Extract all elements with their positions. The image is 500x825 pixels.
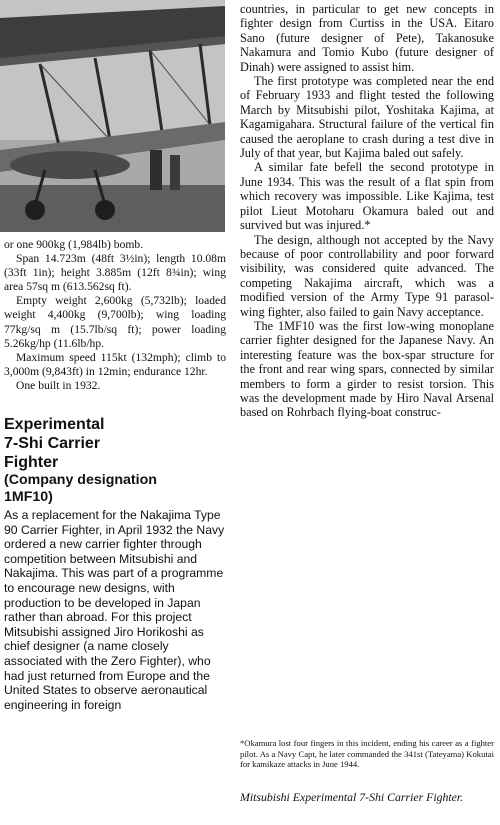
aircraft-photo-icon	[0, 0, 225, 232]
body-paragraph: The design, although not accepted by the Navy because of poor controllability and poor forward visibility, was considered quite advanced. The competing Nakajima aircraft, which was a modified version of the Army Type 91 parasol-wing fighter, also failed to gain Navy acceptance.	[240, 232, 494, 319]
heading-line: Experimental	[4, 416, 105, 434]
subheading-line: (Company designation	[4, 472, 157, 489]
heading-line: 7-Shi Carrier	[4, 435, 101, 453]
aircraft-photo	[0, 0, 225, 232]
body-paragraph: countries, in particular to get new concepts in fighter design from Curtiss in the USA. Eitaro Sano (future designer of Pete), Takanosuke Nakamura and Tomio Kubo (future designer of Dinah) were assigned to assist him.	[240, 2, 494, 74]
section-heading	[4, 415, 226, 472]
section-gap	[4, 393, 226, 415]
body-paragraph: The 1MF10 was the first low-wing monoplane carrier fighter designed for the Japanese Navy. An interesting feature was the box-spar structure for the front and rear wing spars, connected by similar members to form a girder to resist torsion. This was the development made by Hiro Naval Arsenal based on Rohrbach flying-boat construc-	[240, 318, 494, 420]
section-subheading	[4, 472, 226, 505]
spec-paragraph: Span 14.723m (48ft 3½in); length 10.08m (33ft 1in); height 3.885m (12ft 8¾in); wing area 57sq m (613.562sq ft).	[4, 252, 226, 294]
spec-paragraph: Empty weight 2,600kg (5,732lb); loaded weight 4,400kg (9,700lb); wing loading 77kg/sq m (15.7lb/sq ft); power loading 5.26kg/hp (11.6lb/hp.	[4, 294, 226, 350]
body-paragraph: The first prototype was completed near the end of February 1933 and flight tested the following March by Mitsubishi pilot, Yoshitaka Kajima, at Kagamigahara. Structural failure of the vertical fin caused the aeroplane to crash during a test dive in July of that year, but Kajima baled out safely.	[240, 74, 494, 161]
subheading-line: 1MF10)	[4, 488, 53, 505]
spec-paragraph: Maximum speed 115kt (132mph); climb to 3,000m (9,843ft) in 12min; endurance 12hr.	[4, 350, 226, 378]
body-paragraph: As a replacement for the Nakajima Type 90 Carrier Fighter, in April 1932 the Navy ordered a new carrier fighter through competition between Mitsubishi and Nakajima. This was part of a programme to encourage new designs, with production to be developed in Japan rather than abroad. For this project Mitsubishi assigned Jiro Horikoshi as chief designer (a name closely associated with the Zero Fighter), who had just returned from Europe and the United States to observe aeronautical engineering in foreign	[4, 508, 225, 712]
right-column	[240, 2, 494, 420]
body-paragraph: A similar fate befell the second prototype in June 1934. This was the result of a flat spin from which recovery was impossible. Like Kajima, test pilot Lieut Motoharu Okamura baled out and survived but was injured.*	[240, 160, 494, 233]
photo-caption: Mitsubishi Experimental 7-Shi Carrier Fighter.	[240, 790, 464, 804]
footnote: *Okamura lost four fingers in this incident, ending his career as a fighter pilot. As a Navy Capt, he later commanded the 341st (Tateyama) Kokutai for kamikaze attacks in June 1944.	[240, 738, 494, 770]
heading-line: Fighter	[4, 454, 59, 472]
spec-paragraph: or one 900kg (1,984lb) bomb.	[4, 238, 144, 251]
spec-paragraph: One built in 1932.	[16, 378, 101, 392]
left-column	[4, 238, 226, 712]
section-body	[4, 508, 226, 712]
